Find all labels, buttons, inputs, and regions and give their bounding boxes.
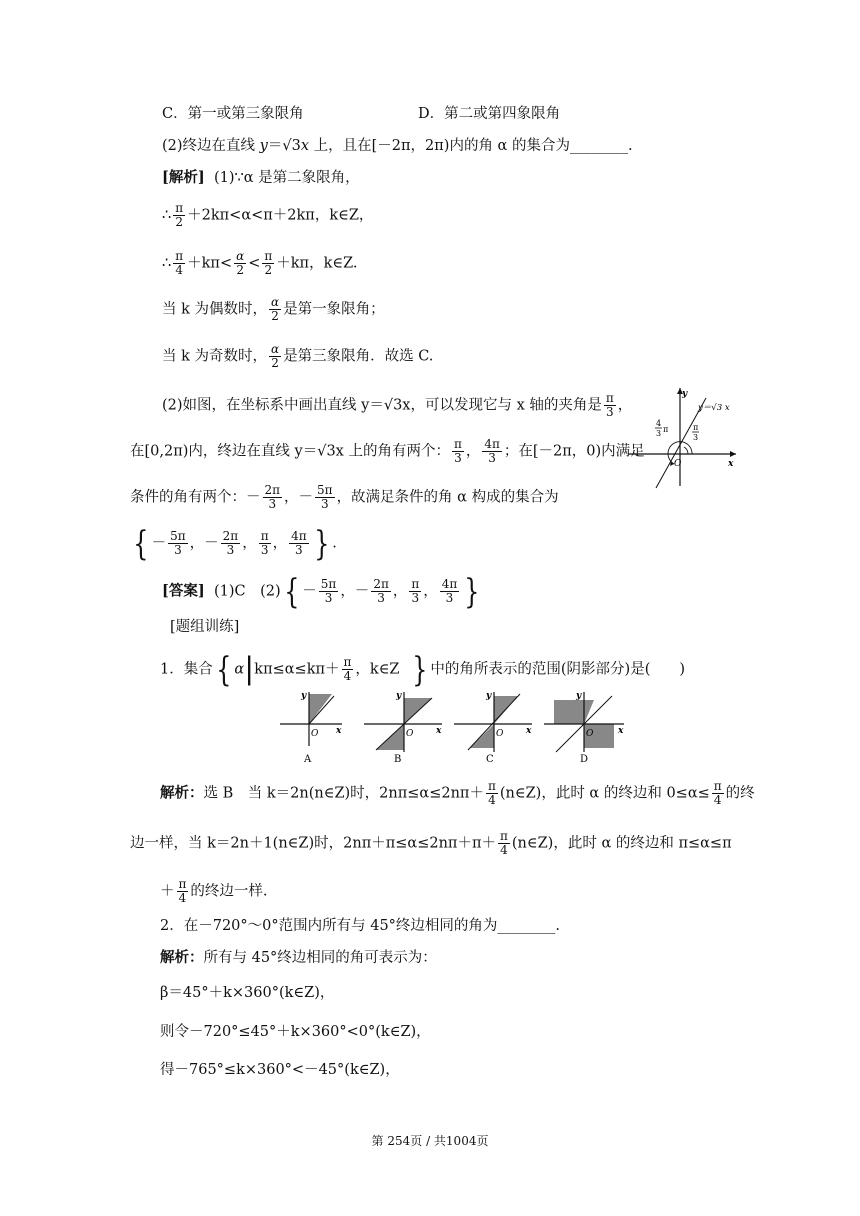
fig-angle2-num: π (693, 423, 699, 432)
exercise-1-option-figures (272, 686, 692, 768)
page-footer: 第 254页 / 共1004页 (371, 1134, 489, 1148)
fig-line-label: y＝√3 x (698, 403, 730, 413)
answer: [答案] (1)C (2){ － $\frac{5\pi}{3}$ ，－ $\frac{2\pi}{3}$ ， $\frac{\pi}{3}$ ， $\frac{4\pi}{3}$ } (162, 571, 480, 612)
exercise-1-solution-l2: 边一样，当 k＝2n＋1(n∈Z)时，2nπ＋π≤α≤2nπ＋π＋ $\frac{\pi}{4}$ (n∈Z)，此时 α 的终边和 π≤α≤π (130, 829, 732, 857)
analysis-2-figure (622, 382, 746, 490)
option-d-x-label: x (618, 726, 624, 736)
analysis-2-set: { － $\frac{5\pi}{3}$ ，－ $\frac{2\pi}{3}$ ， $\frac{\pi}{3}$ ， $\frac{4\pi}{3}$ } . (133, 523, 337, 564)
option-d: D．第二或第四象限角 (418, 106, 561, 122)
fig-angle1-pi: π (663, 425, 669, 434)
question-2: (2)终边在直线 y＝√3x 上，且在[－2π，2π)内的角 α 的集合为________. (162, 138, 633, 154)
analysis-1-odd: 当 k 为奇数时， $\frac{\alpha}{2}$ 是第三象限角．故选 C. (162, 342, 434, 370)
group-label: [题组训练] (170, 619, 240, 635)
option-a-x-label: x (336, 726, 342, 736)
option-b-x-label: x (436, 726, 442, 736)
option-b-origin: O (406, 729, 414, 739)
analysis-1-even: 当 k 为偶数时， $\frac{\alpha}{2}$ 是第一象限角； (162, 295, 385, 323)
analysis-1-intro: [解析] (1)∵α 是第二象限角， (162, 169, 360, 186)
option-c-figure (454, 691, 532, 765)
option-c-y-label: y (486, 691, 492, 701)
fig-x-label: x (728, 459, 734, 469)
option-d-origin: O (586, 729, 594, 739)
option-a-figure (280, 691, 342, 765)
exercise-2-question: 2．在－720°～0°范围内所有与 45°终边相同的角为________. (160, 918, 561, 934)
analysis-1-step2: ∴ $\frac{\pi}{2}$ ＋2kπ<α<π＋2kπ，k∈Z， (162, 201, 374, 229)
exercise-1-solution-l3: ＋ $\frac{\pi}{4}$ 的终边一样. (160, 877, 268, 905)
option-d-y-label: y (576, 691, 582, 701)
analysis-2-p1: (2)如图，在坐标系中画出直线 y＝√3x，可以发现它与 x 轴的夹角是 $\frac{\pi}{3}$ ， (162, 391, 633, 419)
exercise-2-step2: 则令－720°≤45°＋k×360°<0°(k∈Z)， (160, 1024, 431, 1040)
option-b-y-label: y (396, 691, 402, 701)
exercise-2-step3: 得－765°≤k×360°<－45°(k∈Z)， (160, 1062, 400, 1078)
exercise-1-solution-l1: 解析：选 B 当 k＝2n(n∈Z)时，2nπ≤α≤2nπ＋ $\frac{\pi}{4}$ (n∈Z)，此时 α 的终边和 0≤α≤ $\frac{\pi}{4}$ 的终 (160, 779, 755, 807)
analysis-1-step3: ∴ $\frac{\pi}{4}$ ＋kπ< $\frac{\alpha}{2}$ < $\frac{\pi}{2}$ ＋kπ，k∈Z. (162, 249, 358, 277)
analysis-2-p2: 在[0,2π)内，终边在直线 y＝√3x 上的角有两个： $\frac{\pi}{3}$ ， $\frac{4\pi}{3}$ ；在[－2π，0)内满足 (130, 437, 645, 465)
option-a-origin: O (311, 729, 319, 739)
option-b-figure (364, 691, 442, 765)
option-c-label: C (486, 754, 494, 765)
analysis-2-p3: 条件的角有两个：－ $\frac{2\pi}{3}$ ，－ $\frac{5\pi}{3}$ ，故满足条件的角 α 构成的集合为 (130, 483, 559, 511)
fig-angle1-num: 4 (656, 419, 662, 428)
fig-angle1-den: 3 (656, 429, 662, 438)
exercise-2-step1: β＝45°＋k×360°(k∈Z)， (160, 985, 335, 1001)
option-a-label: A (304, 754, 312, 765)
fig-origin: O (674, 459, 682, 469)
option-c-x-label: x (526, 726, 532, 736)
fig-y-label: y (682, 389, 688, 399)
fig-angle2-den: 3 (693, 433, 699, 442)
option-b-label: B (394, 754, 402, 765)
option-a-y-label: y (301, 691, 307, 701)
option-d-figure (544, 691, 624, 765)
exercise-2-solution-intro: 解析：所有与 45°终边相同的角可表示为： (160, 949, 437, 966)
option-c-origin: O (496, 729, 504, 739)
option-d-label: D (580, 754, 589, 765)
exercise-1-question: 1．集合{ α|kπ≤α≤kπ＋ $\frac{\pi}{4}$ ，k∈Z } 中的角所表示的范围(阴影部分)是( ) (160, 649, 686, 690)
option-c: C．第一或第三象限角 (162, 106, 304, 122)
